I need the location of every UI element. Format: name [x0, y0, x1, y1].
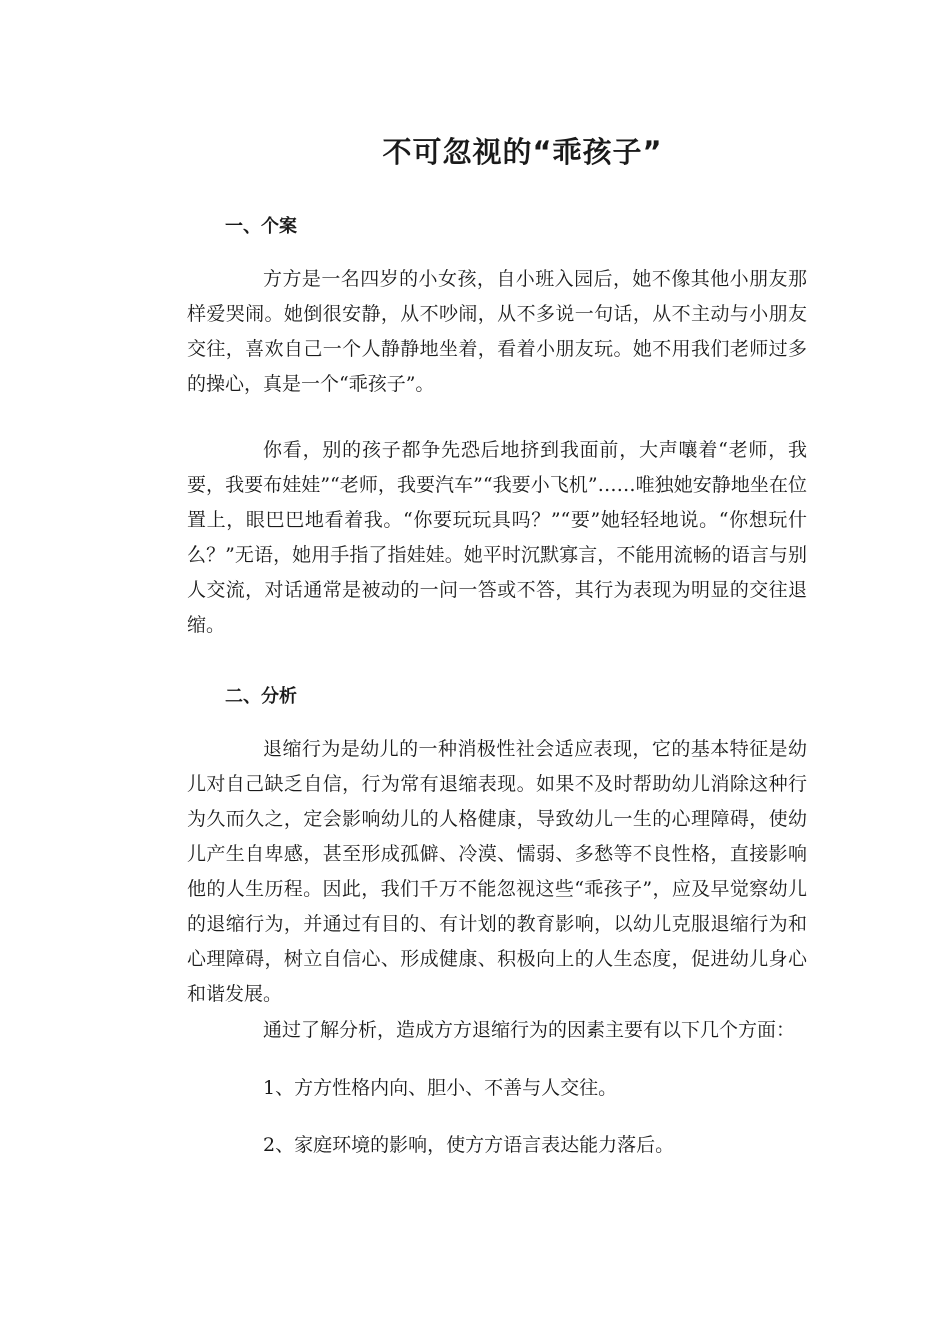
analysis-intro-line: 通过了解分析，造成方方退缩行为的因素主要有以下几个方面： — [263, 1019, 796, 1041]
analysis-paragraph-1: 退缩行为是幼儿的一种消极性社会适应表现，它的基本特征是幼儿对自己缺乏自信，行为常有退缩表现。如果不及时帮助幼儿消除这种行为久而久之，定会影响幼儿的人格健康，导致幼儿一生的心理障碍，使幼儿产生自卑感，甚至形成孤僻、冷漠、懦弱、多愁等不良性格，直接影响他的人生历程。因此，我们千万不能忽视这些“乖孩子”，应及早觉察幼儿的退缩行为，并通过有目的、有计划的教育影响，以幼儿克服退缩行为和心理障碍，树立自信心、形成健康、积极向上的人生态度，促进幼儿身心和谐发展。 — [187, 738, 807, 1005]
factor-item-2: 2、家庭环境的影响，使方方语言表达能力落后。 — [263, 1134, 675, 1156]
section-heading-analysis: 二、分析 — [225, 686, 297, 707]
document-title: 不可忽视的“乖孩子” — [382, 135, 663, 169]
factor-item-1: 1、方方性格内向、胆小、不善与人交往。 — [263, 1077, 618, 1099]
case-paragraph-1: 方方是一名四岁的小女孩，自小班入园后，她不像其他小朋友那样爱哭闹。她倒很安静，从不吵闹，从不多说一句话，从不主动与小朋友交往，喜欢自己一个人静静地坐着，看着小朋友玩。她不用我们老师过多的操心，真是一个“乖孩子”。 — [187, 268, 807, 395]
section-heading-case: 一、个案 — [225, 216, 297, 237]
case-paragraph-2: 你看，别的孩子都争先恐后地挤到我面前，大声嚷着“老师，我要，我要布娃娃”“老师，我要汽车”“我要小飞机”……唯独她安静地坐在位置上，眼巴巴地看着我。“你要玩玩具吗？”“要”她轻轻地说。“你想玩什么？”无语，她用手指了指娃娃。她平时沉默寡言，不能用流畅的语言与别人交流，对话通常是被动的一问一答或不答，其行为表现为明显的交往退缩。 — [187, 439, 807, 636]
